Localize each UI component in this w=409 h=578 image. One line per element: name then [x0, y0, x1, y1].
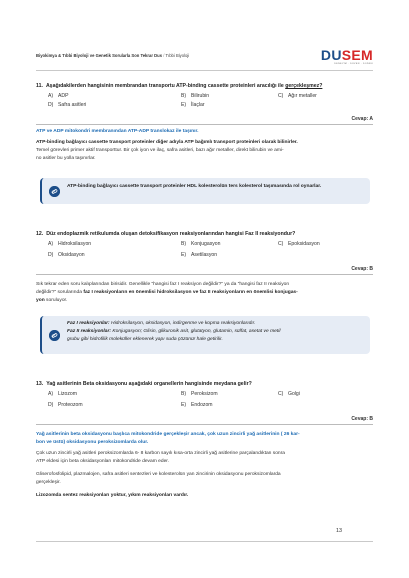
question-13: 13. Yağ asitlerinin Beta oksidasyonu aşağıdaki organellerin hangisinde meydana gelir? — [36, 381, 252, 387]
header-title — [36, 53, 189, 58]
logo-tagline: DENEYİM · DÜZEN · DOĞRU — [334, 63, 373, 65]
option-b: B) Konjugasyon — [181, 241, 221, 247]
option-c: C) Epoksidasyon — [278, 241, 320, 247]
answer-bar-11 — [36, 116, 373, 124]
question-12: 12. Düz endoplazmik retikulumda oluşan detoksifikasyon reaksiyonlarından hangisi Faz II reaksiyondur? — [36, 231, 296, 237]
header-separator: / — [162, 53, 166, 58]
callout-text: Faz I reaksiyonlar: Hidroksilasyon, oksidasyon, indirgenme ve kopma reaksiyonlarıdır. Faz II reaksiyonlar: Konjugasyon; Glisin, glikuronik asit, glutatyon, glutamin, sülfat, asetat ve metil grubu gibi hidrofilik moleküller eklenerek yapı suda çözünür hale getirilir. — [67, 321, 281, 342]
option-c: C) Ağır metaller — [278, 93, 317, 99]
callout-text: ATP-binding bağlayıcı cassette transport proteinler HDL kolesterolün ters kolesterol taşımasında rol oynarlar. — [67, 184, 322, 189]
answer-bar-12 — [36, 266, 373, 274]
page-number: 13 — [336, 528, 342, 534]
answer-divider — [36, 274, 373, 275]
question-underlined: gerçekleşmez? — [285, 83, 323, 89]
header-divider — [36, 70, 373, 71]
answer-divider — [36, 124, 373, 125]
option-b: B) Bilirubin — [181, 93, 210, 99]
option-e: E) Endozom — [181, 402, 213, 408]
option-c: C) Golgi — [278, 391, 300, 397]
explanation-text: ATP-binding bağlayıcı cassette transport proteinler diğer adıyla ATP bağımlı transport proteinleri olarak bilinirler. Temel görevleri primer aktif transporttur. Bir çok iyon ve ilaç, safra asitleri, bazı ağır metaller, direkt bilirubin ve ami- no asitler bu yolla taşınırlar. — [36, 140, 298, 161]
explanation-conclusion: Lizozomda sentez reaksiyonları yoktur, yıkım reaksiyonları vardır. — [36, 493, 189, 498]
dusem-logo — [321, 48, 373, 65]
question-text: Aşağıdakilerden hangisinin membrandan transportu ATP-binding cassette proteinleri aracılığı ile — [45, 83, 286, 89]
info-callout — [40, 178, 370, 204]
explanation-title: ATP ve ADP mitokondri membranından ATP-ADP translokaz ile taşınır. — [36, 129, 199, 134]
option-a: A) ADP — [48, 93, 69, 99]
question-number: 11. — [36, 83, 43, 89]
question-text: Yağ asitlerinin Beta oksidasyonu aşağıdaki organellerin hangisinde meydana gelir? — [46, 381, 252, 387]
answer-label: Cevap: B — [351, 416, 373, 422]
answer-label: Cevap: A — [351, 116, 373, 122]
logo-sem: SEM — [341, 47, 373, 63]
answer-bar-13 — [36, 416, 373, 424]
option-d: D) Proteozom — [48, 402, 83, 408]
question-11 — [36, 83, 322, 89]
explanation-highlight: Yağ asitlerinin beta oksidasyonu başlıca mitokondride gerçekleşir ancak, çok uzun zincirli yağ asitlerinin ( 26 kar- bon ve üstü) oksidasyonu peroksizomlarda olur. — [36, 432, 300, 445]
answer-label: Cevap: B — [351, 266, 373, 272]
option-e: E) İlaçlar — [181, 102, 205, 108]
answer-divider — [36, 424, 373, 425]
question-text: Düz endoplazmik retikulumda oluşan detoksifikasyon reaksiyonlarından hangisi Faz II reaksiyondur? — [46, 231, 296, 237]
explanation-text: Sık tekrar eden soru kalıplarından birisidir. Genellikle “hangisi faz I reaksiyon değildir?” ya da “hangisi faz II reaksiyon değildir?” sorularında faz I reaksiyonların en önemlisi hidroksilasyon ve faz II reaksiyonların en önemlisi konjugas- yon soruluyor. — [36, 282, 298, 303]
explanation-text: Çok uzun zincirli yağ asitleri peroksizomlarda 6- 8 karbon sayılı kısa-orta zincirli yağ asitlerine parçalandıktan sonra ATP eldesi için beta oksidasyonları mitokondride devam eder. — [36, 451, 285, 464]
option-a: A) Lizozom — [48, 391, 77, 397]
info-callout — [40, 316, 370, 354]
option-d: D) Safra asitleri — [48, 102, 87, 108]
header-book-title: Biyokimya & Tıbbi Biyoloji ve Genetik Sorularla Son Tekrar Dus — [36, 53, 163, 58]
link-icon — [49, 186, 60, 197]
explanation-text-2: Gliserofosfolipid, plazmalojen, safra asitleri sentezleri ve kolesterolün yan zincirinin oksidasyonu peroksizomlarda gerçekleşir. — [36, 472, 281, 485]
option-a: A) Hidroksilasyon — [48, 241, 92, 247]
link-icon — [49, 330, 60, 341]
option-d: D) Oksidasyon — [48, 252, 85, 258]
logo-du: DU — [320, 47, 342, 63]
header-subtitle: Tıbbi Biyoloji — [165, 53, 190, 58]
footer-divider — [36, 541, 373, 542]
page-header — [36, 48, 373, 68]
option-b: B) Peroksizom — [181, 391, 218, 397]
option-e: E) Asetilasyon — [181, 252, 218, 258]
